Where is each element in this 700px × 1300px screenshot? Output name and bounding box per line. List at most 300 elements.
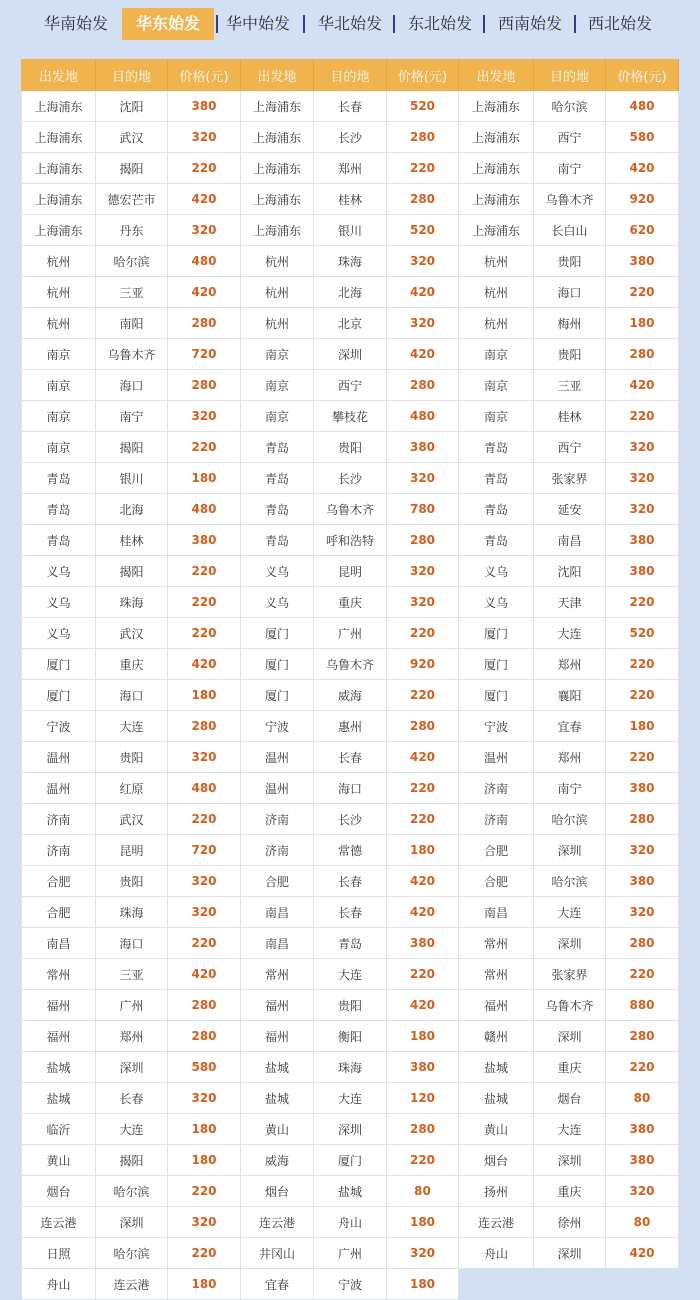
price-cell: 380 — [387, 1052, 459, 1083]
destination-cell: 长春 — [314, 866, 387, 897]
price-cell: 220 — [606, 1052, 679, 1083]
column-header: 目的地 — [314, 60, 387, 91]
destination-cell: 北海 — [314, 277, 387, 308]
destination-cell: 贵阳 — [534, 339, 606, 370]
price-cell: 180 — [387, 1207, 459, 1238]
table-row — [22, 401, 679, 432]
column-header: 价格(元) — [606, 60, 679, 91]
destination-cell: 珠海 — [314, 1052, 387, 1083]
region-tabs — [0, 0, 700, 48]
destination-cell: 延安 — [534, 494, 606, 525]
destination-cell: 深圳 — [314, 339, 387, 370]
destination-cell: 盐城 — [314, 1176, 387, 1207]
column-header: 出发地 — [459, 60, 534, 91]
destination-cell: 揭阳 — [96, 556, 168, 587]
destination-cell: 深圳 — [534, 1145, 606, 1176]
price-cell: 380 — [606, 1145, 679, 1176]
origin-cell: 青岛 — [241, 463, 314, 494]
destination-cell: 大连 — [534, 897, 606, 928]
destination-cell: 长春 — [96, 1083, 168, 1114]
destination-cell: 海口 — [96, 370, 168, 401]
table-row — [22, 370, 679, 401]
price-cell: 520 — [387, 91, 459, 122]
price-cell: 420 — [387, 866, 459, 897]
destination-cell: 常德 — [314, 835, 387, 866]
tab-4[interactable]: 东北始发 — [407, 14, 472, 33]
destination-cell: 长白山 — [534, 215, 606, 246]
destination-cell: 舟山 — [314, 1207, 387, 1238]
price-cell: 320 — [168, 1083, 241, 1114]
origin-cell: 南京 — [241, 370, 314, 401]
price-cell: 220 — [168, 928, 241, 959]
destination-cell: 哈尔滨 — [96, 1176, 168, 1207]
table-row — [22, 587, 679, 618]
destination-cell: 深圳 — [96, 1207, 168, 1238]
destination-cell: 呼和浩特 — [314, 525, 387, 556]
price-cell: 480 — [168, 494, 241, 525]
origin-cell: 舟山 — [459, 1238, 534, 1269]
origin-cell: 宁波 — [22, 711, 96, 742]
table-row — [22, 463, 679, 494]
table-row — [22, 556, 679, 587]
destination-cell: 烟台 — [534, 1083, 606, 1114]
price-cell: 380 — [606, 556, 679, 587]
destination-cell: 深圳 — [534, 1021, 606, 1052]
destination-cell: 重庆 — [534, 1176, 606, 1207]
destination-cell: 广州 — [314, 1238, 387, 1269]
origin-cell: 上海浦东 — [459, 184, 534, 215]
table-row — [22, 649, 679, 680]
origin-cell: 温州 — [241, 742, 314, 773]
price-cell: 180 — [168, 1269, 241, 1300]
origin-cell: 杭州 — [459, 246, 534, 277]
table-row — [22, 1083, 679, 1114]
price-cell: 320 — [387, 308, 459, 339]
destination-cell: 哈尔滨 — [534, 91, 606, 122]
origin-cell: 烟台 — [241, 1176, 314, 1207]
origin-cell: 青岛 — [22, 525, 96, 556]
price-cell: 280 — [606, 339, 679, 370]
price-cell: 420 — [606, 1238, 679, 1269]
price-cell: 220 — [606, 649, 679, 680]
destination-cell: 重庆 — [96, 649, 168, 680]
destination-cell: 德宏芒市 — [96, 184, 168, 215]
origin-cell: 厦门 — [241, 618, 314, 649]
table-row — [22, 1145, 679, 1176]
destination-cell: 三亚 — [96, 959, 168, 990]
price-cell: 180 — [168, 1114, 241, 1145]
destination-cell: 哈尔滨 — [534, 866, 606, 897]
destination-cell: 桂林 — [314, 184, 387, 215]
destination-cell: 郑州 — [534, 742, 606, 773]
table-row — [22, 1176, 679, 1207]
origin-cell: 福州 — [241, 990, 314, 1021]
price-cell: 180 — [387, 1021, 459, 1052]
destination-cell: 贵阳 — [96, 742, 168, 773]
destination-cell: 深圳 — [534, 835, 606, 866]
origin-cell: 宁波 — [459, 711, 534, 742]
origin-cell: 济南 — [459, 773, 534, 804]
origin-cell: 厦门 — [241, 649, 314, 680]
table-row — [22, 773, 679, 804]
tab-5[interactable]: 西南始发 — [497, 14, 562, 33]
destination-cell: 大连 — [534, 618, 606, 649]
tab-separator — [303, 15, 305, 33]
origin-cell: 上海浦东 — [22, 122, 96, 153]
origin-cell: 上海浦东 — [22, 91, 96, 122]
table-row — [22, 990, 679, 1021]
price-cell: 280 — [387, 711, 459, 742]
price-cell: 420 — [168, 959, 241, 990]
price-cell: 380 — [606, 246, 679, 277]
destination-cell: 南宁 — [534, 773, 606, 804]
destination-cell: 昆明 — [314, 556, 387, 587]
destination-cell: 揭阳 — [96, 153, 168, 184]
price-cell: 480 — [606, 91, 679, 122]
price-cell: 380 — [606, 525, 679, 556]
origin-cell: 上海浦东 — [241, 184, 314, 215]
destination-cell: 青岛 — [314, 928, 387, 959]
destination-cell: 厦门 — [314, 1145, 387, 1176]
price-cell: 480 — [168, 246, 241, 277]
price-cell: 280 — [387, 525, 459, 556]
table-row — [22, 215, 679, 246]
price-cell: 220 — [387, 959, 459, 990]
origin-cell: 上海浦东 — [22, 184, 96, 215]
destination-cell: 银川 — [96, 463, 168, 494]
tab-separator — [574, 15, 576, 33]
destination-cell: 郑州 — [96, 1021, 168, 1052]
price-cell: 180 — [168, 463, 241, 494]
price-cell: 220 — [606, 587, 679, 618]
table-row — [22, 1114, 679, 1145]
price-cell: 420 — [168, 649, 241, 680]
price-cell: 180 — [168, 680, 241, 711]
destination-cell: 大连 — [96, 1114, 168, 1145]
origin-cell: 上海浦东 — [459, 153, 534, 184]
origin-cell: 青岛 — [22, 463, 96, 494]
origin-cell: 义乌 — [241, 587, 314, 618]
origin-cell: 温州 — [22, 742, 96, 773]
destination-cell: 大连 — [314, 959, 387, 990]
origin-cell: 青岛 — [459, 432, 534, 463]
origin-cell: 福州 — [459, 990, 534, 1021]
price-cell: 320 — [168, 866, 241, 897]
origin-cell: 上海浦东 — [241, 91, 314, 122]
price-cell: 220 — [168, 432, 241, 463]
origin-cell: 上海浦东 — [22, 153, 96, 184]
origin-cell: 济南 — [22, 835, 96, 866]
origin-cell: 连云港 — [22, 1207, 96, 1238]
destination-cell: 哈尔滨 — [534, 804, 606, 835]
destination-cell: 海口 — [314, 773, 387, 804]
origin-cell: 盐城 — [22, 1052, 96, 1083]
origin-cell: 合肥 — [241, 866, 314, 897]
destination-cell: 长春 — [314, 742, 387, 773]
price-cell: 280 — [168, 990, 241, 1021]
destination-cell: 深圳 — [534, 928, 606, 959]
destination-cell: 衡阳 — [314, 1021, 387, 1052]
price-cell: 280 — [387, 1114, 459, 1145]
price-cell: 220 — [606, 401, 679, 432]
price-cell: 880 — [606, 990, 679, 1021]
destination-cell: 连云港 — [96, 1269, 168, 1300]
price-cell: 320 — [168, 742, 241, 773]
origin-cell: 南昌 — [241, 928, 314, 959]
price-cell: 220 — [606, 277, 679, 308]
price-cell: 320 — [387, 587, 459, 618]
destination-cell: 长沙 — [314, 122, 387, 153]
destination-cell: 南阳 — [96, 308, 168, 339]
destination-cell: 大连 — [314, 1083, 387, 1114]
destination-cell: 深圳 — [96, 1052, 168, 1083]
origin-cell: 临沂 — [22, 1114, 96, 1145]
table-row — [22, 91, 679, 122]
column-header: 目的地 — [96, 60, 168, 91]
destination-cell: 乌鲁木齐 — [314, 649, 387, 680]
column-header: 目的地 — [534, 60, 606, 91]
table-row — [22, 308, 679, 339]
table-row — [22, 184, 679, 215]
price-cell: 180 — [606, 711, 679, 742]
price-cell: 720 — [168, 835, 241, 866]
column-header: 出发地 — [22, 60, 96, 91]
destination-cell: 西宁 — [534, 122, 606, 153]
price-cell: 380 — [168, 91, 241, 122]
origin-cell: 南昌 — [22, 928, 96, 959]
origin-cell: 青岛 — [241, 432, 314, 463]
destination-cell: 乌鲁木齐 — [534, 184, 606, 215]
tab-6[interactable]: 西北始发 — [587, 14, 652, 33]
table-row — [22, 866, 679, 897]
origin-cell: 烟台 — [22, 1176, 96, 1207]
price-cell: 520 — [606, 618, 679, 649]
origin-cell: 厦门 — [459, 618, 534, 649]
destination-cell: 宜春 — [534, 711, 606, 742]
origin-cell: 盐城 — [241, 1083, 314, 1114]
price-cell: 580 — [168, 1052, 241, 1083]
price-cell: 420 — [387, 990, 459, 1021]
origin-cell: 盐城 — [22, 1083, 96, 1114]
origin-cell: 合肥 — [22, 897, 96, 928]
tab-0[interactable]: 华南始发 — [43, 14, 108, 33]
origin-cell: 青岛 — [241, 525, 314, 556]
table-row — [22, 122, 679, 153]
tab-1[interactable]: 华东始发 — [122, 8, 214, 40]
tab-2[interactable]: 华中始发 — [225, 14, 290, 33]
origin-cell: 上海浦东 — [459, 215, 534, 246]
price-cell: 780 — [387, 494, 459, 525]
price-cell: 120 — [387, 1083, 459, 1114]
price-cell: 220 — [387, 153, 459, 184]
table-row — [22, 246, 679, 277]
destination-cell: 广州 — [314, 618, 387, 649]
destination-cell: 长春 — [314, 91, 387, 122]
price-cell: 720 — [168, 339, 241, 370]
origin-cell: 常州 — [459, 928, 534, 959]
origin-cell: 扬州 — [459, 1176, 534, 1207]
table-row — [22, 897, 679, 928]
table-row — [22, 1269, 679, 1300]
destination-cell: 银川 — [314, 215, 387, 246]
price-table — [21, 59, 679, 1300]
destination-cell: 海口 — [534, 277, 606, 308]
price-cell: 280 — [606, 928, 679, 959]
price-cell: 80 — [387, 1176, 459, 1207]
origin-cell: 义乌 — [459, 587, 534, 618]
price-cell: 420 — [168, 184, 241, 215]
price-cell: 280 — [387, 184, 459, 215]
price-cell: 80 — [606, 1207, 679, 1238]
destination-cell: 北海 — [96, 494, 168, 525]
origin-cell: 盐城 — [459, 1052, 534, 1083]
destination-cell: 威海 — [314, 680, 387, 711]
price-cell: 320 — [168, 122, 241, 153]
origin-cell: 上海浦东 — [241, 122, 314, 153]
destination-cell: 梅州 — [534, 308, 606, 339]
price-cell: 220 — [387, 1145, 459, 1176]
price-cell: 480 — [168, 773, 241, 804]
origin-cell: 福州 — [22, 990, 96, 1021]
destination-cell: 珠海 — [314, 246, 387, 277]
price-cell: 320 — [387, 246, 459, 277]
origin-cell: 厦门 — [241, 680, 314, 711]
price-cell: 320 — [387, 1238, 459, 1269]
price-cell: 180 — [387, 835, 459, 866]
tab-separator — [483, 15, 485, 33]
price-cell: 220 — [387, 804, 459, 835]
origin-cell: 南京 — [459, 401, 534, 432]
destination-cell: 海口 — [96, 680, 168, 711]
origin-cell: 义乌 — [22, 556, 96, 587]
destination-cell: 揭阳 — [96, 1145, 168, 1176]
price-cell: 220 — [168, 587, 241, 618]
origin-cell: 青岛 — [241, 494, 314, 525]
price-cell: 320 — [606, 463, 679, 494]
origin-cell: 常州 — [459, 959, 534, 990]
price-cell: 180 — [606, 308, 679, 339]
table-row — [22, 1052, 679, 1083]
origin-cell: 南昌 — [241, 897, 314, 928]
origin-cell: 南京 — [241, 339, 314, 370]
price-cell: 420 — [387, 897, 459, 928]
price-cell: 220 — [168, 556, 241, 587]
empty-cell — [606, 1269, 679, 1300]
origin-cell: 杭州 — [241, 246, 314, 277]
destination-cell: 郑州 — [534, 649, 606, 680]
origin-cell: 南昌 — [459, 897, 534, 928]
destination-cell: 贵阳 — [314, 432, 387, 463]
price-cell: 380 — [387, 928, 459, 959]
origin-cell: 义乌 — [22, 587, 96, 618]
destination-cell: 徐州 — [534, 1207, 606, 1238]
price-cell: 380 — [168, 525, 241, 556]
price-cell: 220 — [606, 742, 679, 773]
price-cell: 320 — [606, 897, 679, 928]
origin-cell: 连云港 — [241, 1207, 314, 1238]
price-cell: 280 — [168, 711, 241, 742]
origin-cell: 温州 — [459, 742, 534, 773]
destination-cell: 桂林 — [96, 525, 168, 556]
origin-cell: 杭州 — [241, 277, 314, 308]
price-cell: 420 — [387, 339, 459, 370]
price-cell: 220 — [387, 618, 459, 649]
destination-cell: 大连 — [534, 1114, 606, 1145]
price-cell: 320 — [606, 494, 679, 525]
tab-3[interactable]: 华北始发 — [317, 14, 382, 33]
origin-cell: 常州 — [241, 959, 314, 990]
price-cell: 220 — [168, 618, 241, 649]
origin-cell: 杭州 — [22, 308, 96, 339]
origin-cell: 上海浦东 — [241, 153, 314, 184]
destination-cell: 深圳 — [534, 1238, 606, 1269]
table-row — [22, 742, 679, 773]
origin-cell: 盐城 — [241, 1052, 314, 1083]
destination-cell: 惠州 — [314, 711, 387, 742]
origin-cell: 义乌 — [241, 556, 314, 587]
origin-cell: 济南 — [459, 804, 534, 835]
price-cell: 320 — [387, 463, 459, 494]
price-cell: 320 — [168, 1207, 241, 1238]
price-cell: 420 — [387, 742, 459, 773]
origin-cell: 合肥 — [459, 835, 534, 866]
price-cell: 280 — [387, 122, 459, 153]
table-row — [22, 1207, 679, 1238]
price-cell: 320 — [387, 556, 459, 587]
destination-cell: 武汉 — [96, 618, 168, 649]
price-cell: 180 — [168, 1145, 241, 1176]
destination-cell: 张家界 — [534, 463, 606, 494]
price-cell: 320 — [606, 432, 679, 463]
price-cell: 220 — [606, 680, 679, 711]
destination-cell: 红原 — [96, 773, 168, 804]
table-row — [22, 339, 679, 370]
origin-cell: 烟台 — [459, 1145, 534, 1176]
origin-cell: 上海浦东 — [459, 122, 534, 153]
price-cell: 220 — [387, 773, 459, 804]
price-cell: 180 — [387, 1269, 459, 1300]
destination-cell: 南宁 — [534, 153, 606, 184]
destination-cell: 西宁 — [314, 370, 387, 401]
destination-cell: 桂林 — [534, 401, 606, 432]
price-cell: 320 — [606, 1176, 679, 1207]
origin-cell: 合肥 — [22, 866, 96, 897]
origin-cell: 黄山 — [22, 1145, 96, 1176]
destination-cell: 贵阳 — [96, 866, 168, 897]
table-row — [22, 432, 679, 463]
origin-cell: 宁波 — [241, 711, 314, 742]
table-header-row — [22, 60, 679, 91]
price-cell: 420 — [168, 277, 241, 308]
destination-cell: 长沙 — [314, 463, 387, 494]
origin-cell: 盐城 — [459, 1083, 534, 1114]
price-cell: 280 — [606, 1021, 679, 1052]
origin-cell: 济南 — [241, 835, 314, 866]
origin-cell: 福州 — [22, 1021, 96, 1052]
table-row — [22, 928, 679, 959]
origin-cell: 青岛 — [22, 494, 96, 525]
origin-cell: 常州 — [22, 959, 96, 990]
price-cell: 380 — [606, 773, 679, 804]
origin-cell: 南京 — [22, 339, 96, 370]
price-cell: 480 — [387, 401, 459, 432]
destination-cell: 攀枝花 — [314, 401, 387, 432]
price-cell: 620 — [606, 215, 679, 246]
destination-cell: 贵阳 — [314, 990, 387, 1021]
origin-cell: 赣州 — [459, 1021, 534, 1052]
table-row — [22, 680, 679, 711]
destination-cell: 襄阳 — [534, 680, 606, 711]
